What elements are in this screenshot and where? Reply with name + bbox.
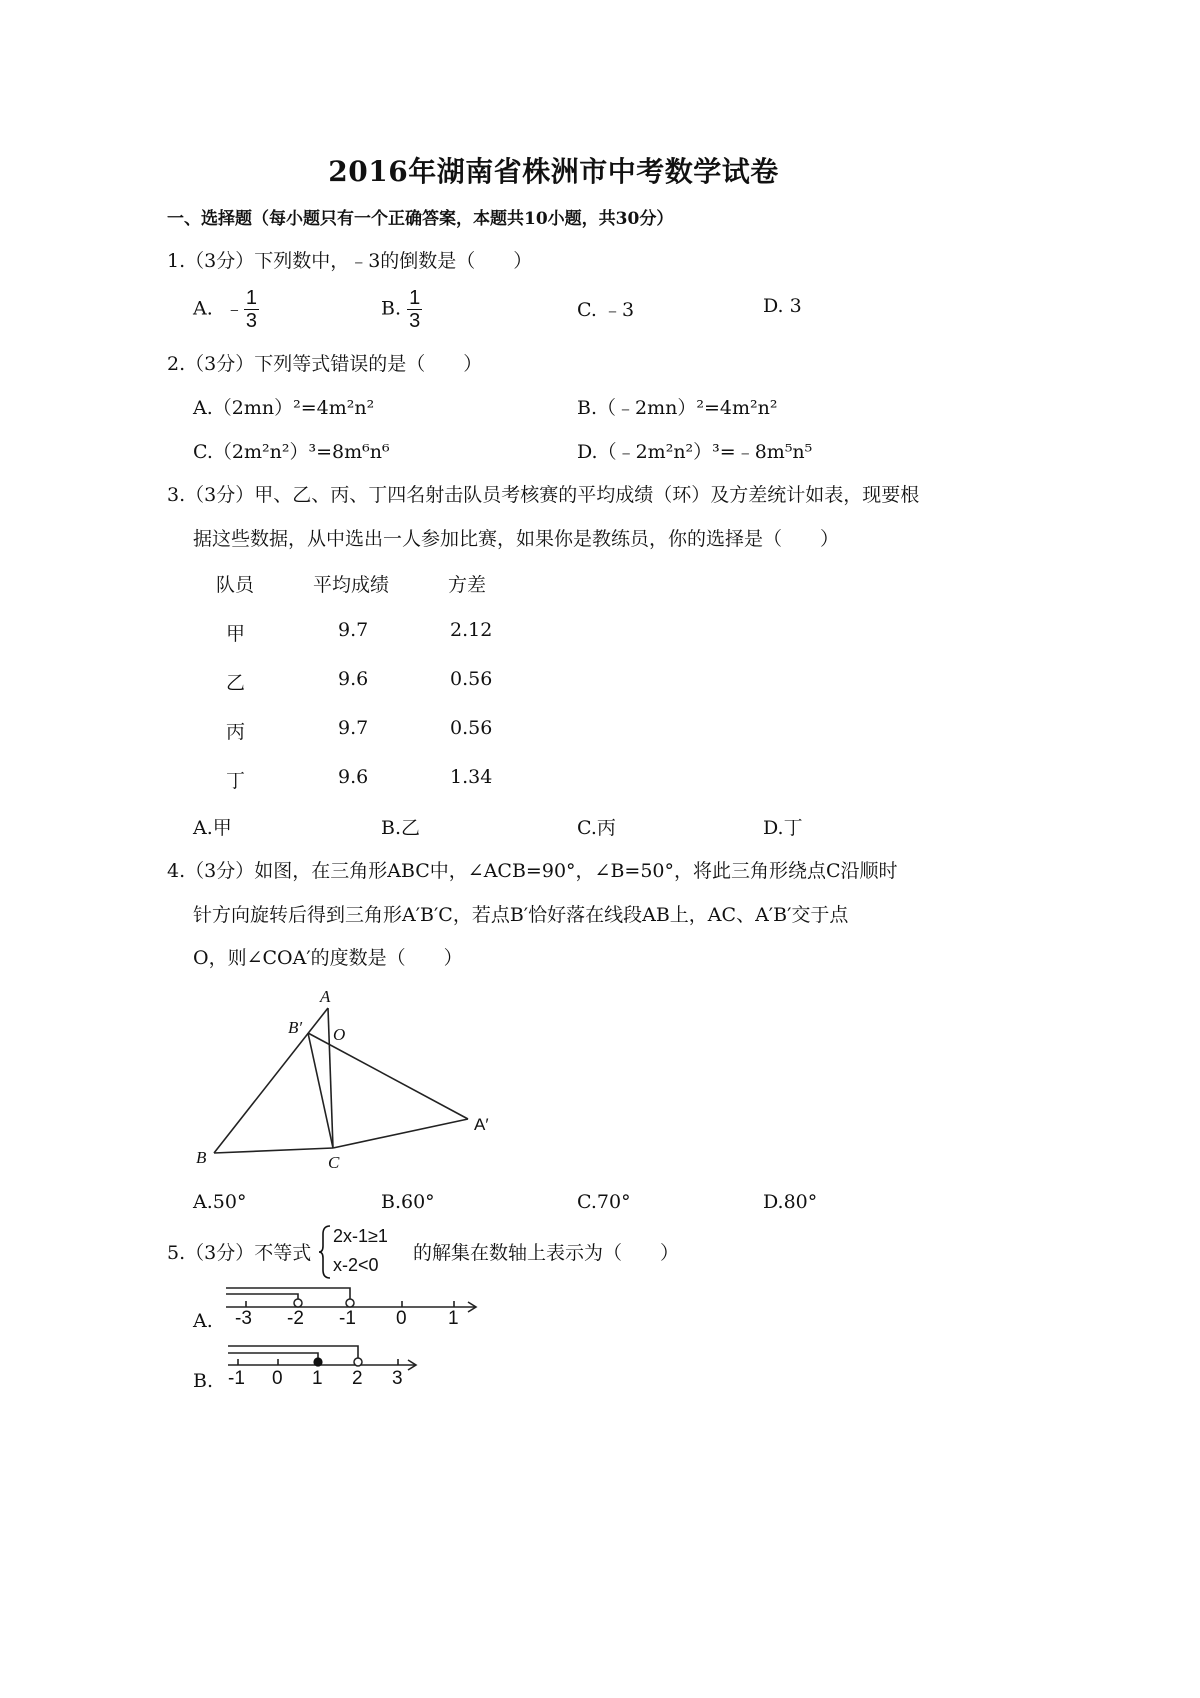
label-o: O <box>333 1025 346 1044</box>
table-cell: 乙 <box>226 672 246 694</box>
triangle-figure <box>190 985 510 1175</box>
question-4-stem-line2: 针方向旋转后得到三角形A′B′C，若点B′恰好落在线段AB上，AC、A′B′交于点 <box>193 904 849 926</box>
question-1-option-b: B. $\frac{1}{3}$ <box>381 287 421 332</box>
table-cell: 0.56 <box>450 717 493 739</box>
question-1-stem: 1.（3分）下列数中，﹣3的倒数是（ ） <box>167 250 533 272</box>
inequality-1: 2x-1≥1 <box>333 1226 388 1246</box>
question-5-option-a-label: A. <box>193 1310 213 1332</box>
inequality-2: x-2<0 <box>333 1255 379 1275</box>
table-cell: 9.7 <box>338 717 369 739</box>
segment-ca1 <box>333 1119 468 1148</box>
question-1-option-d: D. 3 <box>763 295 802 317</box>
tick-label: 1 <box>448 1308 459 1329</box>
question-2-option-a: A.（2mn）²=4m²n² <box>193 397 375 419</box>
question-3-option-b: B.乙 <box>381 817 421 839</box>
table-header-average: 平均成绩 <box>313 574 390 596</box>
question-4-option-c: C.70° <box>577 1191 631 1213</box>
question-3-stem-line2: 据这些数据，从中选出一人参加比赛，如果你是教练员，你的选择是（ ） <box>193 528 840 550</box>
question-3-stem-line1: 3.（3分）甲、乙、丙、丁四名射击队员考核赛的平均成绩（环）及方差统计如表，现要根 <box>167 484 920 506</box>
tick-label: 0 <box>272 1368 283 1389</box>
section-heading: 一、选择题（每小题只有一个正确答案，本题共10小题，共30分） <box>167 209 674 229</box>
question-4-option-d: D.80° <box>763 1191 818 1213</box>
brace-icon <box>318 1224 332 1280</box>
tick-label: -1 <box>228 1368 245 1389</box>
tick-label: 3 <box>392 1368 403 1389</box>
page-title: 2016年湖南省株洲市中考数学试卷 <box>328 155 779 188</box>
tick-label: 1 <box>312 1368 323 1389</box>
label-c: C <box>328 1153 340 1172</box>
tick-label: -3 <box>235 1308 252 1329</box>
question-4-option-b: B.60° <box>381 1191 435 1213</box>
table-header-member: 队员 <box>216 574 255 596</box>
table-cell: 甲 <box>226 623 246 645</box>
label-a: A <box>320 987 331 1006</box>
question-5-stem-suffix: 的解集在数轴上表示为（ ） <box>413 1242 680 1264</box>
tick-label: 0 <box>396 1308 407 1329</box>
segment-ba <box>214 1008 328 1153</box>
question-5-stem-prefix: 5.（3分）不等式 <box>167 1242 312 1264</box>
question-2-option-b: B.（﹣2mn）²=4m²n² <box>577 397 778 419</box>
label-a-prime: A′ <box>474 1115 489 1134</box>
question-3-option-c: C.丙 <box>577 817 616 839</box>
question-1-option-c: C. ﹣3 <box>577 299 635 321</box>
tick-label: -2 <box>287 1308 304 1329</box>
question-5-option-b-label: B. <box>193 1370 214 1392</box>
table-cell: 0.56 <box>450 668 493 690</box>
table-cell: 9.6 <box>338 668 369 690</box>
question-2-option-d: D.（﹣2m²n²）³=﹣8m⁵n⁵ <box>577 441 813 463</box>
question-4-stem-line1: 4.（3分）如图，在三角形ABC中，∠ACB=90°，∠B=50°，将此三角形绕点C沿顺时 <box>167 860 898 882</box>
question-1-option-a: A. ﹣ $\frac{1}{3}$ <box>193 287 257 332</box>
tick-label: -1 <box>339 1308 356 1329</box>
table-cell: 1.34 <box>450 766 493 788</box>
tick-label: 2 <box>352 1368 363 1389</box>
table-cell: 丁 <box>226 770 246 792</box>
question-2-stem: 2.（3分）下列等式错误的是（ ） <box>167 353 483 375</box>
question-2-option-c: C.（2m²n²）³=8m⁶n⁶ <box>193 441 390 463</box>
table-cell: 丙 <box>226 721 246 743</box>
question-3-option-d: D.丁 <box>763 817 803 839</box>
table-cell: 2.12 <box>450 619 493 641</box>
table-cell: 9.6 <box>338 766 369 788</box>
question-4-option-a: A.50° <box>193 1191 247 1213</box>
number-line-b <box>224 1341 424 1371</box>
table-cell: 9.7 <box>338 619 369 641</box>
label-b: B <box>196 1148 207 1167</box>
question-4-stem-line3: O，则∠COA′的度数是（ ） <box>193 947 463 969</box>
question-3-option-a: A.甲 <box>193 817 232 839</box>
label-b-prime: B′ <box>288 1018 303 1037</box>
table-header-variance: 方差 <box>448 574 487 596</box>
segment-bc <box>214 1148 333 1153</box>
